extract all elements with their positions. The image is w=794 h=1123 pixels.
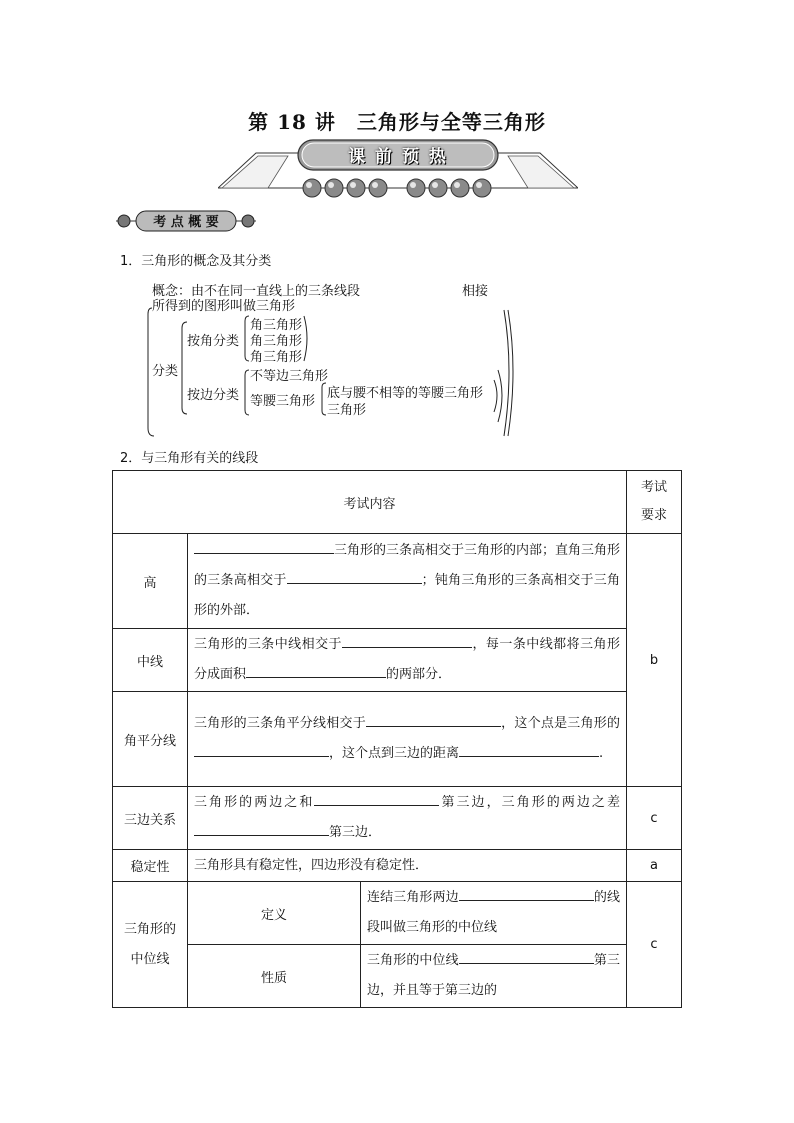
midline-prop-text-1: 三角形的中位线 [367, 953, 459, 968]
blank[interactable] [287, 569, 422, 584]
blank[interactable] [194, 742, 329, 757]
concept-mid: 相接 [462, 284, 489, 299]
row-bisector-text [188, 692, 627, 787]
row-altitude-label: 高 [113, 534, 188, 629]
item1-heading: 1．三角形的概念及其分类 [120, 254, 272, 269]
row-stability-text: 三角形具有稳定性，四边形没有稳定性． [188, 850, 627, 882]
iso-item-2: 三角形 [327, 403, 367, 418]
item2-heading: 2．与三角形有关的线段 [120, 451, 259, 466]
angle-item-1: 角三角形 [250, 318, 303, 333]
midline-prop-label: 性质 [188, 945, 361, 1008]
by-side-label: 按边分类 [187, 388, 240, 403]
median-text-1: 三角形的三条中线相交于 [194, 637, 342, 652]
blank[interactable] [194, 821, 329, 836]
page-title: 第 18 讲 三角形与全等三角形 [248, 110, 546, 134]
blank[interactable] [194, 539, 334, 554]
row-median-text [188, 629, 627, 692]
row-bisector-label: 角平分线 [113, 692, 188, 787]
midline-label-2: 中位线 [130, 951, 170, 967]
blank[interactable] [459, 886, 594, 901]
blank[interactable] [246, 663, 386, 678]
bisector-text-2: ，这个点是三角形的 [500, 716, 620, 731]
concept-prefix: 概念：由不在同一直线上的三条线段 [152, 284, 361, 299]
header-req-2: 要求 [640, 508, 667, 523]
header-req-1: 考试 [640, 480, 667, 495]
row-midline-label [113, 882, 188, 1008]
header-content: 考试内容 [113, 471, 627, 534]
bisector-text-3: ，这个点到三边的距离 [329, 746, 460, 761]
iso-item-1: 底与腰不相等的等腰三角形 [327, 386, 484, 401]
bisector-text-4: . [599, 746, 604, 761]
classify-label: 分类 [152, 364, 179, 379]
midline-prop-text [361, 945, 627, 1008]
req-sides: c [627, 787, 682, 850]
altitude-text-2: ；钝角三角形的三条高相交于三角形的外部． [194, 573, 620, 618]
scalene-label: 不等边三角形 [250, 369, 329, 384]
midline-def-label: 定义 [188, 882, 361, 945]
header-requirement [627, 471, 682, 534]
median-text-3: 的两部分． [386, 667, 452, 682]
midline-label-1: 三角形的 [123, 921, 176, 937]
isosceles-label: 等腰三角形 [250, 394, 316, 409]
sides-text-3: 第三边． [329, 825, 382, 840]
angle-item-3: 角三角形 [250, 350, 303, 365]
content-table [112, 470, 682, 1008]
blank[interactable] [366, 712, 501, 727]
banner-label: 课 前 预 热 [348, 147, 448, 167]
blank[interactable] [459, 949, 594, 964]
req-midline: c [627, 882, 682, 1008]
altitude-text-1: 三角形的三条高相交于三角形的内部；直角三角形的三条高相交于 [194, 543, 621, 588]
bisector-text-1: 三角形的三条角平分线相交于 [194, 716, 366, 731]
median-text-2: ，每一条中线都将三角形分成面积 [194, 637, 620, 682]
blank[interactable] [342, 633, 472, 648]
sides-text-2: 第三边，三角形的两边之差 [439, 795, 620, 810]
concept-line2: 所得到的图形叫做三角形 [152, 299, 296, 314]
row-altitude-text [188, 534, 627, 629]
row-sides-label: 三边关系 [113, 787, 188, 850]
midline-def-text-2: 的线段叫做三角形的中位线 [367, 890, 620, 935]
by-angle-label: 按角分类 [187, 334, 240, 349]
row-stability-label: 稳定性 [113, 850, 188, 882]
section-label: 考 点 概 要 [153, 215, 219, 230]
midline-def-text-1: 连结三角形两边 [367, 890, 459, 905]
classification-braces [140, 290, 520, 440]
req-stability: a [627, 850, 682, 882]
angle-item-2: 角三角形 [250, 334, 303, 349]
midline-def-text [361, 882, 627, 945]
row-median-label: 中线 [113, 629, 188, 692]
sides-text-1: 三角形的两边之和 [194, 795, 315, 810]
blank[interactable] [314, 791, 439, 806]
blank[interactable] [459, 742, 599, 757]
row-sides-text [188, 787, 627, 850]
req-b: b [627, 534, 682, 787]
midline-prop-text-2: 第三边，并且等于第三边的 [367, 953, 620, 998]
